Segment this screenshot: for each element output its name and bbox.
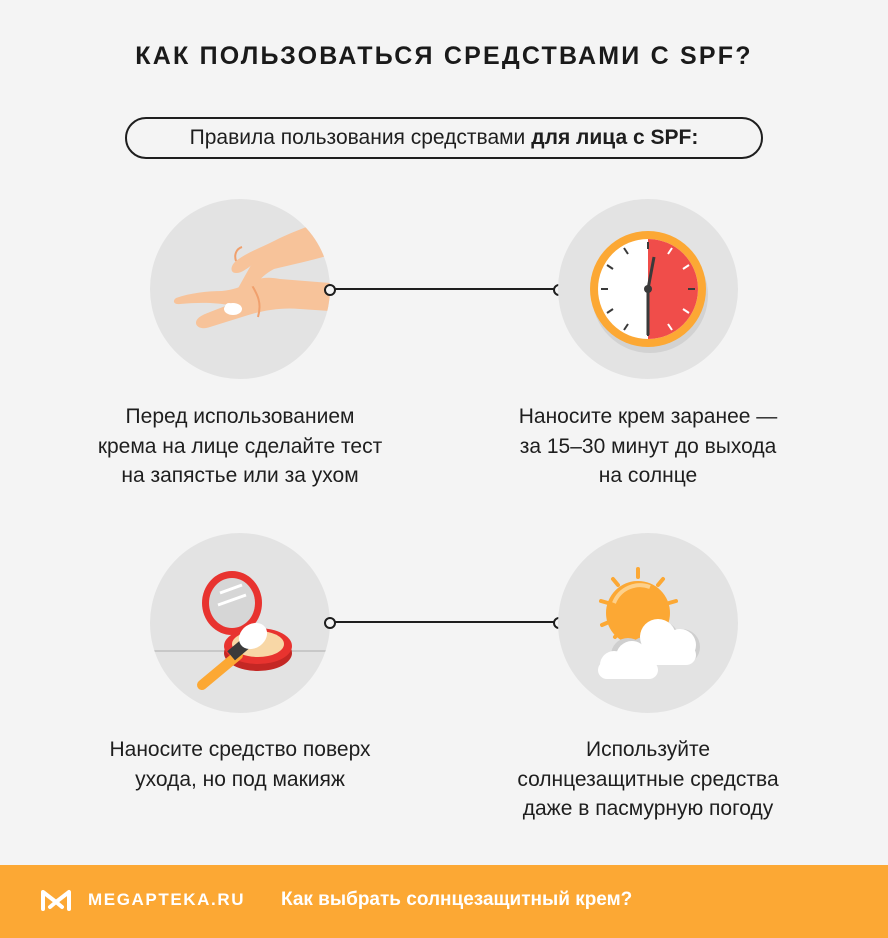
tip-caption-4: Используйте солнцезащитные средства даже в пасмурную погоду [517, 738, 779, 820]
makeup-powder-brush-icon [150, 533, 330, 713]
tip-caption-2: Наносите крем заранее — за 15–30 минут до выхода на солнце [518, 405, 778, 487]
brand-name[interactable]: MEGAPTEKA.RU [88, 890, 246, 909]
page-title: КАК ПОЛЬЗОВАТЬСЯ СРЕДСТВАМИ С SPF? [135, 42, 753, 70]
sun-behind-clouds-icon [558, 533, 738, 713]
hand-cream-test-icon [150, 199, 330, 379]
footer-link[interactable]: Как выбрать солнцезащитный крем? [281, 889, 633, 910]
timer-clock-icon [558, 199, 738, 379]
megapteka-logo-icon[interactable] [40, 887, 72, 913]
tip-caption-3: Наносите средство поверх ухода, но под макияж [109, 738, 371, 791]
connector-dot-left-2 [324, 617, 336, 629]
tip-caption-1: Перед использованием крема на лице сделайте тест на запястье или за ухом [97, 405, 383, 487]
subtitle-regular: Правила пользования средствами [189, 126, 526, 149]
connector-line-1 [334, 288, 554, 290]
subtitle-bold: для лица с SPF: [531, 126, 699, 149]
rules-subtitle-pill [125, 117, 763, 159]
connector-line-2 [334, 621, 554, 623]
connector-dot-left-1 [324, 284, 336, 296]
